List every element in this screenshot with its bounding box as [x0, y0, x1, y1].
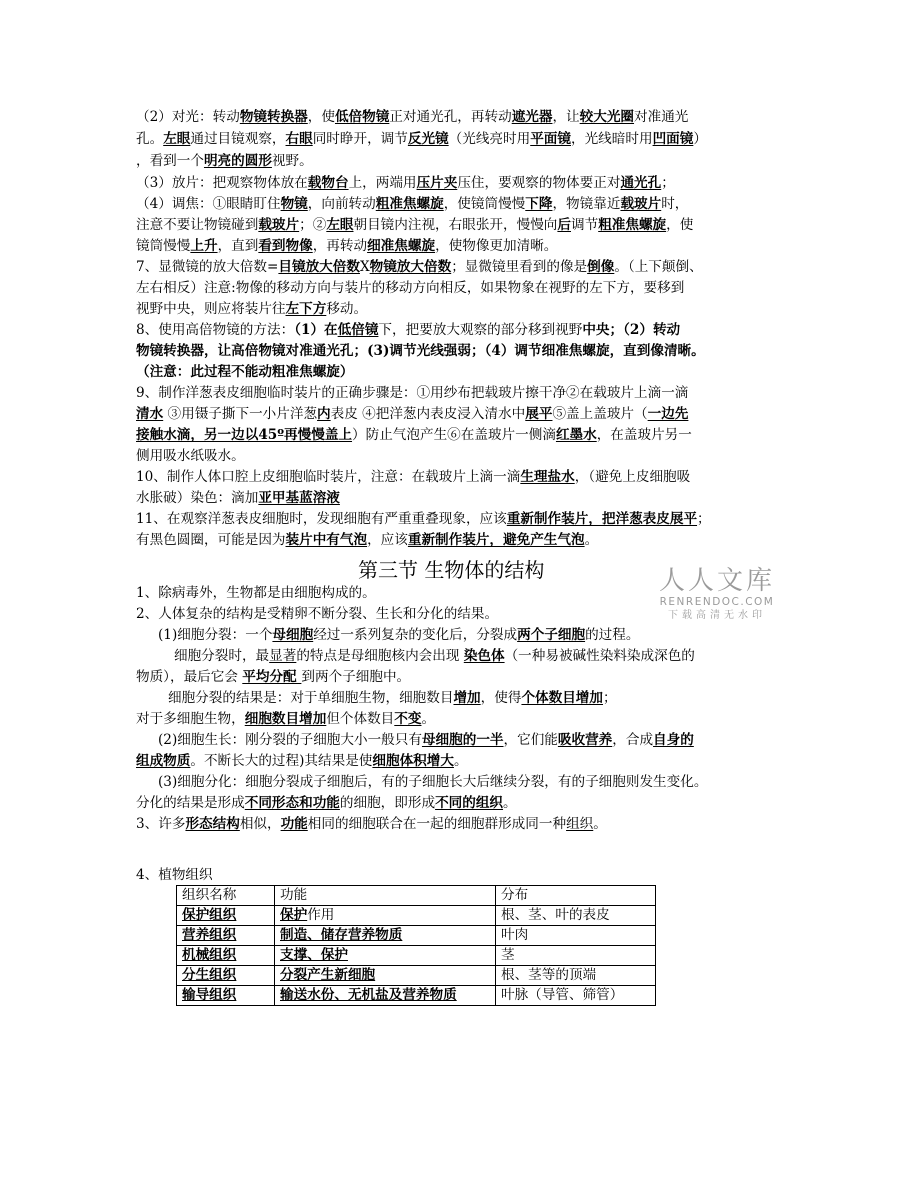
tissue-location-cell: 叶肉	[496, 926, 656, 946]
text-line: 1、除病毒外，生物都是由细胞构成的。	[136, 585, 376, 601]
text-line: 视野中央，则应将装片往左下方移动。	[136, 301, 368, 317]
tissue-function-cell: 支撑、保护	[275, 946, 496, 966]
text-line: 7、显微镜的放大倍数=目镜放大倍数X物镜放大倍数；显微镜里看到的像是倒像。（上下颠倒、	[136, 259, 703, 275]
text-line: 组成物质。不断长大的过程)其结果是使细胞体积增大。	[136, 753, 468, 769]
table-row	[177, 926, 656, 946]
text-line: （4）调焦：①眼睛盯住物镜，向前转动粗准焦螺旋，使镜筒慢慢下降，物镜靠近载玻片时，	[136, 196, 689, 212]
text-line: （注意：此过程不能动粗准焦螺旋）	[136, 364, 354, 380]
text-line: (2)细胞生长：刚分裂的子细胞大小一般只有母细胞的一半，它们能吸收营养，合成自身的	[158, 732, 694, 748]
tissue-location-cell: 根、茎等的顶端	[496, 966, 656, 986]
text-line: （2）对光：转动物镜转换器，使低倍物镜正对通光孔，再转动遮光器，让较大光圈对准通光	[136, 109, 689, 125]
tissue-location-cell: 叶脉（导管、筛管）	[496, 986, 656, 1006]
section-heading: 第三节 生物体的结构	[358, 558, 545, 582]
text-line: 水胀破）染色：滴加亚甲基蓝溶液	[136, 490, 340, 506]
text-line: 细胞分裂时，最显著的特点是母细胞核内会出现 染色体（一种易被碱性染料染成深色的	[174, 648, 695, 664]
tissue-function-cell: 制造、储存营养物质	[275, 926, 496, 946]
table-header-cell: 组织名称	[177, 886, 275, 906]
table-row	[177, 906, 656, 926]
tissue-function-cell: 保护作用	[275, 906, 496, 926]
table-row	[177, 986, 656, 1006]
text-line: 有黑色圆圈，可能是因为装片中有气泡，应该重新制作装片，避免产生气泡。	[136, 532, 599, 548]
text-line: 对于多细胞生物，细胞数目增加但个体数目不变。	[136, 711, 436, 727]
table-header-row	[177, 886, 656, 906]
text-line: 4、植物组织	[136, 867, 213, 883]
text-line: 11、在观察洋葱表皮细胞时，发现细胞有严重重叠现象，应该重新制作装片，把洋葱表皮展平；	[136, 511, 711, 527]
text-line: 左右相反）注意:物像的移动方向与装片的移动方向相反，如果物象在视野的左下方，要移到	[136, 280, 685, 296]
tissue-name-cell: 机械组织	[177, 946, 275, 966]
table-row	[177, 946, 656, 966]
text-line: (3)细胞分化：细胞分裂成子细胞后，有的子细胞长大后继续分裂，有的子细胞则发生变化。	[158, 774, 708, 790]
tissue-name-cell: 保护组织	[177, 906, 275, 926]
text-line: 镜筒慢慢上升，直到看到物像，再转动细准焦螺旋，使物像更加清晰。	[136, 238, 558, 254]
table-header-cell: 功能	[275, 886, 496, 906]
text-line: 9、制作洋葱表皮细胞临时装片的正确步骤是：①用纱布把载玻片擦干净②在载玻片上滴一滴	[136, 385, 689, 401]
table-header-cell: 分布	[496, 886, 656, 906]
tissue-function-cell: 分裂产生新细胞	[275, 966, 496, 986]
text-line: 侧用吸水纸吸水。	[136, 448, 245, 464]
text-line: 10、制作人体口腔上皮细胞临时装片，注意：在载玻片上滴一滴生理盐水，（避免上皮细胞吸	[136, 469, 691, 485]
table-row	[177, 966, 656, 986]
text-line: 细胞分裂的结果是：对于单细胞生物，细胞数目增加，使得个体数目增加；	[168, 690, 617, 706]
text-line: 分化的结果是形成不同形态和功能的细胞，即形成不同的组织。	[136, 795, 517, 811]
text-line: ，看到一个明亮的圆形视野。	[136, 153, 313, 169]
text-line: 物镜转换器，让高倍物镜对准通光孔；(3)调节光线强弱；（4）调节细准焦螺旋，直到像清晰。	[136, 343, 705, 359]
text-line: 注意不要让物镜碰到载玻片；②左眼朝目镜内注视，右眼张开，慢慢向后调节粗准焦螺旋，使	[136, 217, 694, 233]
text-line: （3）放片：把观察物体放在载物台上，两端用压片夹压住，要观察的物体要正对通光孔；	[136, 175, 675, 191]
tissue-name-cell: 营养组织	[177, 926, 275, 946]
tissue-location-cell: 茎	[496, 946, 656, 966]
tissue-location-cell: 根、茎、叶的表皮	[496, 906, 656, 926]
text-line: 接触水滴，另一边以45º再慢慢盖上）防止气泡产生⑥在盖玻片一侧滴红墨水，在盖玻片另一	[136, 427, 692, 443]
tissue-name-cell: 分生组织	[177, 966, 275, 986]
text-line: 3、许多形态结构相似，功能相同的细胞联合在一起的细胞群形成同一种组织。	[136, 816, 607, 832]
text-line: 孔。左眼通过目镜观察，右眼同时睁开，调节反光镜（光线亮时用平面镜，光线暗时用凹面镜）	[136, 131, 707, 147]
plant-tissue-table	[176, 885, 656, 1006]
watermark-logo: 人人文库 RENRENDOC.COM 下载高清无水印	[658, 566, 775, 621]
tissue-name-cell: 输导组织	[177, 986, 275, 1006]
text-line: 清水 ③用镊子撕下一小片洋葱内表皮 ④把洋葱内表皮浸入清水中展平⑤盖上盖玻片（一边先	[136, 406, 689, 422]
text-line: 2、人体复杂的结构是受精卵不断分裂、生长和分化的结果。	[136, 606, 499, 622]
text-line: 物质），最后它会 平均分配 到两个子细胞中。	[136, 669, 411, 685]
tissue-function-cell: 输送水份、无机盐及营养物质	[275, 986, 496, 1006]
text-line: 8、使用高倍物镜的方法：（1）在低倍镜下，把要放大观察的部分移到视野中央；（2）转动	[136, 322, 681, 338]
text-line: (1)细胞分裂：一个母细胞经过一系列复杂的变化后，分裂成两个子细胞的过程。	[158, 627, 640, 643]
